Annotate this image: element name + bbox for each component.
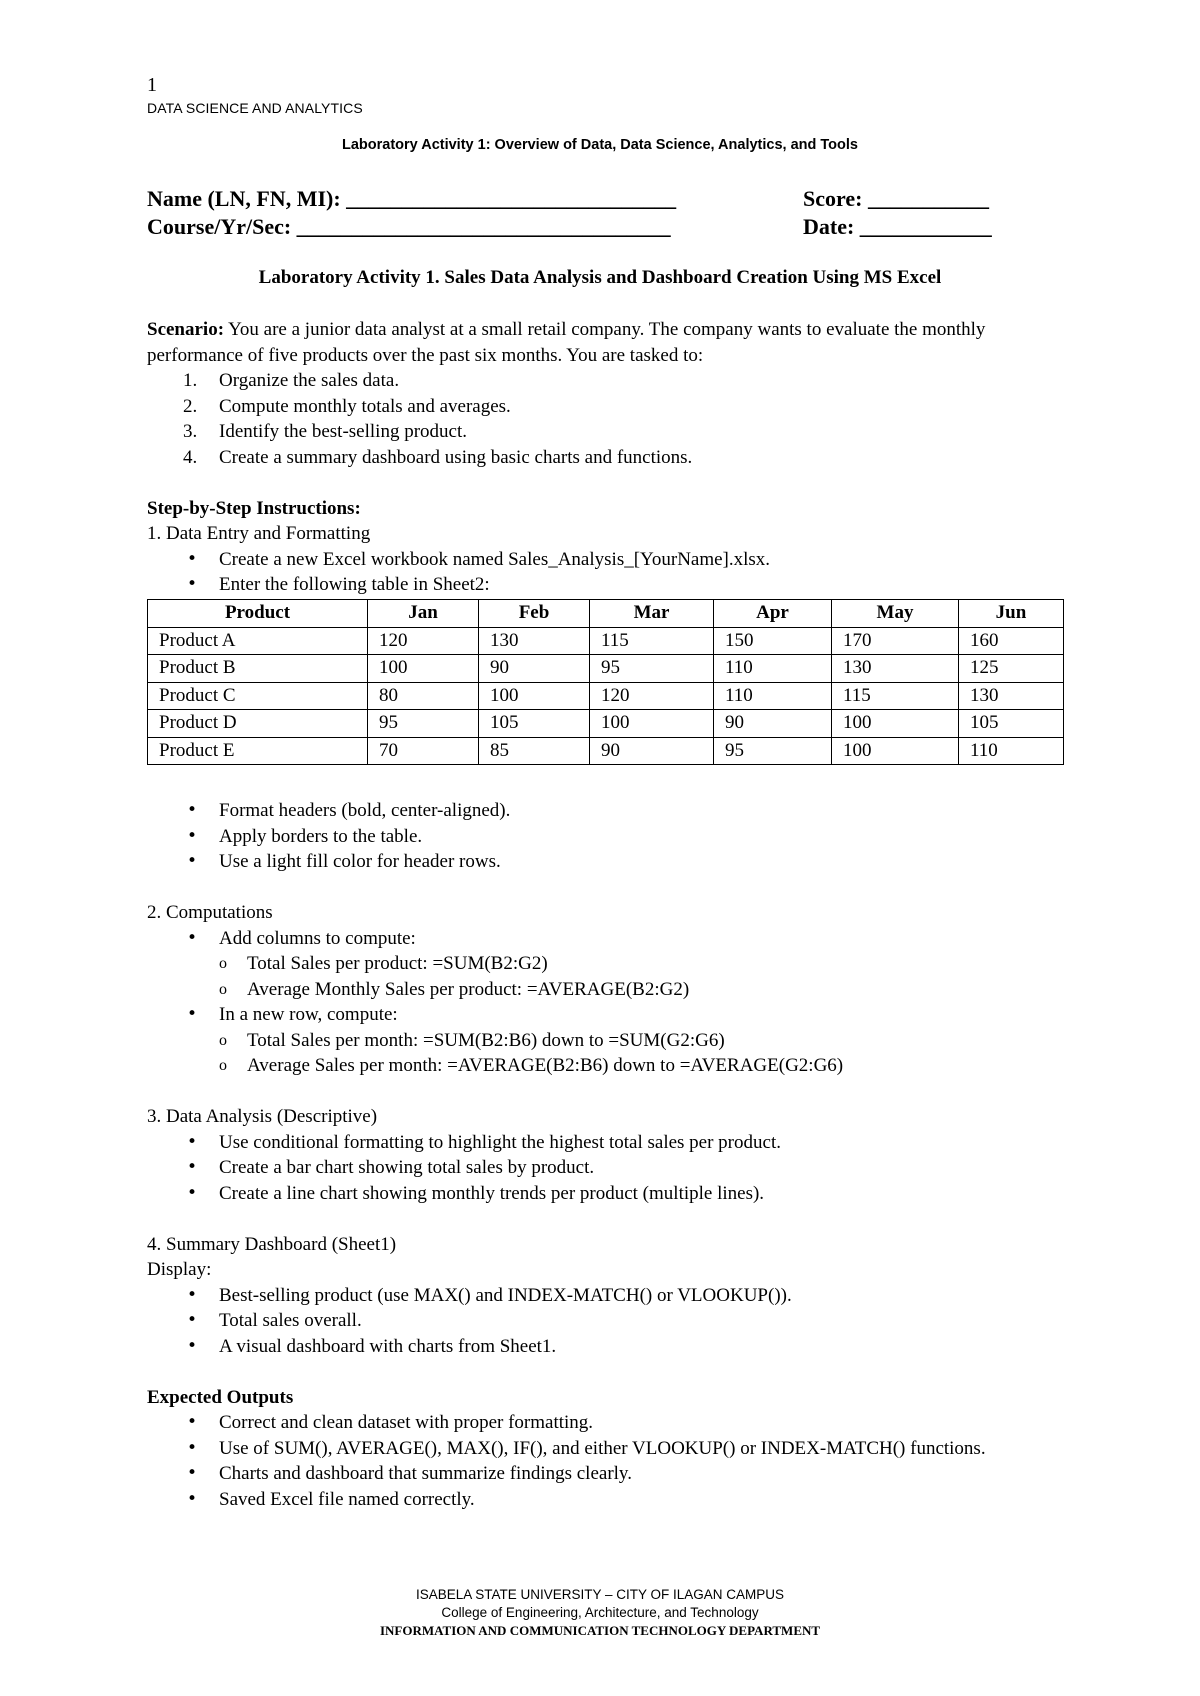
table-cell: Product B (148, 655, 368, 683)
header-may: May (832, 600, 959, 628)
table-cell: 110 (959, 737, 1064, 765)
activity-title: Laboratory Activity 1. Sales Data Analysis and Dashboard Creation Using MS Excel (258, 267, 942, 288)
task-number: 3. (183, 421, 198, 442)
header-apr: Apr (714, 600, 832, 628)
list-item: • Create a new Excel workbook named Sales_Analysis_[YourName].xlsx. (147, 547, 1067, 573)
section-1-bullets (147, 547, 1067, 598)
instructions-continued (147, 798, 1067, 1512)
list-item: • A visual dashboard with charts from Sheet1. (147, 1334, 1067, 1360)
task-item (147, 419, 1067, 445)
expected-outputs-heading: Expected Outputs (147, 1386, 294, 1408)
footer-college: College of Engineering, Architecture, and Technology (441, 1605, 759, 1620)
table-cell: 105 (959, 710, 1064, 738)
table-cell: 95 (714, 737, 832, 765)
header-mar: Mar (590, 600, 714, 628)
date-field: Date: ____________ (803, 214, 992, 239)
table-cell: 125 (959, 655, 1064, 683)
table-cell: 115 (590, 627, 714, 655)
section-4-bullets (147, 1283, 1067, 1360)
list-item: • In a new row, compute: (147, 1002, 1067, 1028)
task-number: 1. (183, 370, 198, 391)
task-number: 4. (183, 446, 198, 468)
name-field: Name (LN, FN, MI): ______________________________ (147, 186, 677, 211)
table-cell: 100 (832, 710, 959, 738)
table-cell: 85 (479, 737, 590, 765)
scenario-text: You are a junior data analyst at a small retail company. The company wants to evaluate the monthly performance of five products over the past six months. You are tasked to: (147, 319, 986, 366)
table-cell: 110 (714, 682, 832, 710)
list-item: • Best-selling product (use MAX() and INDEX-MATCH() or VLOOKUP()). (147, 1283, 1067, 1309)
table-cell: 115 (832, 682, 959, 710)
section-2-sublist-2 (147, 1028, 1067, 1079)
scenario-paragraph (147, 317, 1067, 368)
section-2-title: 2. Computations (147, 902, 273, 923)
table-cell: 90 (479, 655, 590, 683)
table-cell: 100 (590, 710, 714, 738)
table-row (148, 682, 1064, 710)
section-3-title: 3. Data Analysis (Descriptive) (147, 1106, 378, 1127)
header-feb: Feb (479, 600, 590, 628)
list-item: • Charts and dashboard that summarize findings clearly. (147, 1461, 1007, 1487)
table-cell: Product E (148, 737, 368, 765)
table-cell: 95 (368, 710, 479, 738)
list-item: • Create a line chart showing monthly trends per product (multiple lines). (147, 1181, 1067, 1207)
header-product: Product (148, 600, 368, 628)
section-1-title: 1. Data Entry and Formatting (147, 523, 371, 544)
list-item: • Add columns to compute: (147, 926, 1067, 952)
table-cell: Product A (148, 627, 368, 655)
task-text: Create a summary dashboard using basic charts and functions. (219, 446, 693, 468)
section-3-bullets (147, 1130, 1067, 1207)
sales-table (147, 599, 1064, 765)
expected-outputs-bullets (147, 1410, 1007, 1512)
table-row (148, 655, 1064, 683)
sub-list-item: o Average Sales per month: =AVERAGE(B2:B6) down to =AVERAGE(G2:G6) (147, 1053, 1067, 1079)
table-cell: 100 (368, 655, 479, 683)
scenario-section (147, 317, 1067, 598)
header-jun: Jun (959, 600, 1064, 628)
task-item (147, 394, 1067, 420)
table-cell: 150 (714, 627, 832, 655)
table-row (148, 737, 1064, 765)
list-item: • Enter the following table in Sheet2: (147, 572, 1067, 598)
table-cell: 90 (714, 710, 832, 738)
table-cell: 130 (959, 682, 1064, 710)
table-cell: 130 (832, 655, 959, 683)
table-cell: 70 (368, 737, 479, 765)
task-number: 2. (183, 395, 198, 417)
table-cell: 95 (590, 655, 714, 683)
table-cell: 120 (590, 682, 714, 710)
sub-list-item: o Total Sales per month: =SUM(B2:B6) down to =SUM(G2:G6) (147, 1028, 1067, 1054)
table-cell: 100 (832, 737, 959, 765)
table-cell: 105 (479, 710, 590, 738)
lab-subtitle: Laboratory Activity 1: Overview of Data, Data Science, Analytics, and Tools (342, 137, 858, 153)
list-item: • Correct and clean dataset with proper formatting. (147, 1410, 1007, 1436)
table-cell: 170 (832, 627, 959, 655)
list-item: • Use conditional formatting to highlight the highest total sales per product. (147, 1130, 1067, 1156)
sub-list-item: o Average Monthly Sales per product: =AVERAGE(B2:G2) (147, 977, 1067, 1003)
course-field: Course/Yr/Sec: __________________________________ (147, 214, 671, 239)
table-cell: 100 (479, 682, 590, 710)
table-cell: Product D (148, 710, 368, 738)
section-2-bullets (147, 926, 1067, 952)
table-cell: 80 (368, 682, 479, 710)
list-item: • Use of SUM(), AVERAGE(), MAX(), IF(), and either VLOOKUP() or INDEX-MATCH() functions. (147, 1436, 1007, 1462)
header-jan: Jan (368, 600, 479, 628)
table-row (148, 627, 1064, 655)
sub-list-item: o Total Sales per product: =SUM(B2:G2) (147, 951, 1067, 977)
table-cell: 90 (590, 737, 714, 765)
list-item: • Total sales overall. (147, 1308, 1067, 1334)
table-header-row (148, 600, 1064, 628)
task-item (147, 368, 1067, 394)
list-item: • Format headers (bold, center-aligned). (147, 798, 1067, 824)
list-item: • Saved Excel file named correctly. (147, 1487, 1007, 1513)
task-text: Identify the best-selling product. (219, 421, 467, 442)
table-cell: 120 (368, 627, 479, 655)
page-number: 1 (147, 74, 157, 96)
scenario-label: Scenario: (147, 319, 225, 340)
task-text: Organize the sales data. (219, 370, 400, 391)
footer-department: INFORMATION AND COMMUNICATION TECHNOLOGY DEPARTMENT (379, 1623, 821, 1638)
footer-university: ISABELA STATE UNIVERSITY – CITY OF ILAGAN CAMPUS (415, 1587, 785, 1602)
task-text: Compute monthly totals and averages. (219, 395, 511, 417)
table-cell: 160 (959, 627, 1064, 655)
list-item: • Use a light fill color for header rows. (147, 849, 1067, 875)
section-2-sublist-1 (147, 951, 1067, 1002)
section-2-bullets-b (147, 1002, 1067, 1028)
task-list (147, 368, 1067, 470)
section-1-format-bullets (147, 798, 1067, 875)
table-cell: Product C (148, 682, 368, 710)
section-4-title: 4. Summary Dashboard (Sheet1) (147, 1233, 397, 1255)
department-header: DATA SCIENCE AND ANALYTICS (147, 100, 363, 116)
table-cell: 130 (479, 627, 590, 655)
list-item: • Create a bar chart showing total sales by product. (147, 1155, 1067, 1181)
table-cell: 110 (714, 655, 832, 683)
score-field: Score: ___________ (803, 186, 989, 211)
table-row (148, 710, 1064, 738)
instructions-heading: Step-by-Step Instructions: (147, 497, 361, 519)
list-item: • Apply borders to the table. (147, 824, 1067, 850)
task-item (147, 445, 1067, 471)
section-4-display: Display: (147, 1259, 212, 1280)
